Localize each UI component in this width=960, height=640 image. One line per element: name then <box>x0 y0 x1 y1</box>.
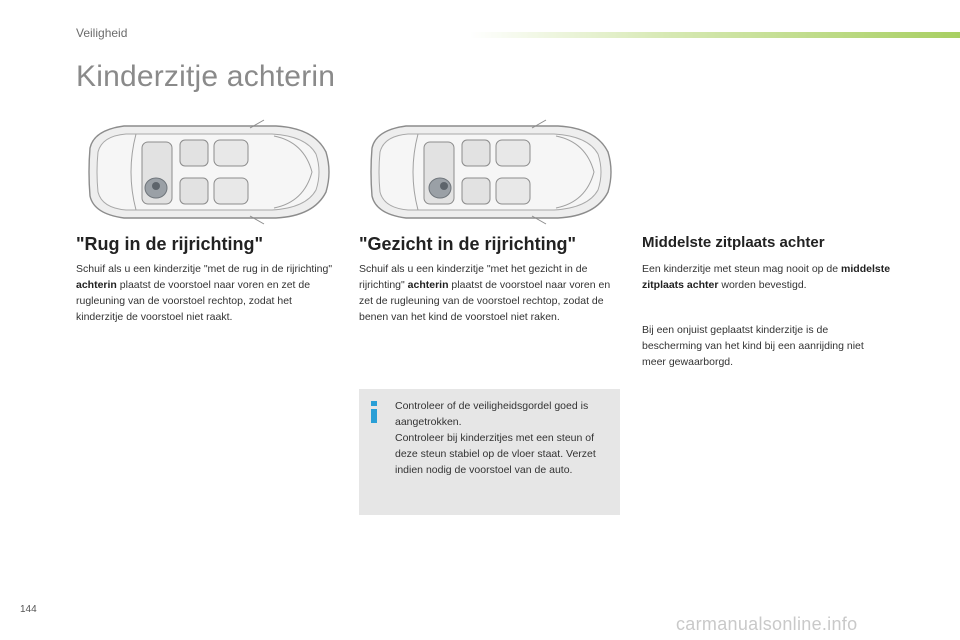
page-number: 144 <box>20 604 37 615</box>
info-icon <box>368 401 380 423</box>
section-label: Veiligheid <box>76 26 128 40</box>
middle-seat-warning-text: Bij een onjuist geplaatst kinderzitje is de bescherming van het kind bij een aanrijding niet meer gewaarborgd. <box>642 324 864 368</box>
info-box <box>359 389 620 515</box>
info-text: Controleer of de veiligheidsgordel goed is aangetrokken. Controleer bij kinderzitjes met een steun of deze steun stabiel op de vloer staat. Verzet indien nodig de voorstoel van de auto. <box>395 400 596 476</box>
heading-forward-facing: "Gezicht in de rijrichting" <box>359 234 577 254</box>
middle-seat-text: Een kinderzitje met steun mag nooit op de middelste zitplaats achter worden bevestigd. <box>642 263 891 291</box>
heading-middle-seat: Middelste zitplaats achter <box>642 234 825 251</box>
car-topview-image <box>358 118 616 226</box>
car-rear-facing-illustration <box>76 118 334 226</box>
car-topview-image <box>76 118 334 226</box>
rear-facing-text: Schuif als u een kinderzitje "met de rug in de rijrichting" achterin plaatst de voorstoel naar voren en zet de rugleuning van de voorstoel rechtop, zodat het kinderzitje de voorstoel niet raakt. <box>76 263 333 323</box>
car-forward-facing-illustration <box>358 118 616 226</box>
forward-facing-text: Schuif als u een kinderzitje "met het gezicht in de rijrichting" achterin plaatst de voorstoel naar voren en zet de rugleuning van de voorstoel rechtop, zodat de benen van het kind de voorstoel niet raken. <box>359 263 611 323</box>
watermark: carmanualsonline.info <box>676 614 858 634</box>
heading-rear-facing: "Rug in de rijrichting" <box>76 234 264 254</box>
header-accent-bar <box>470 32 960 38</box>
page-title: Kinderzitje achterin <box>76 60 336 93</box>
